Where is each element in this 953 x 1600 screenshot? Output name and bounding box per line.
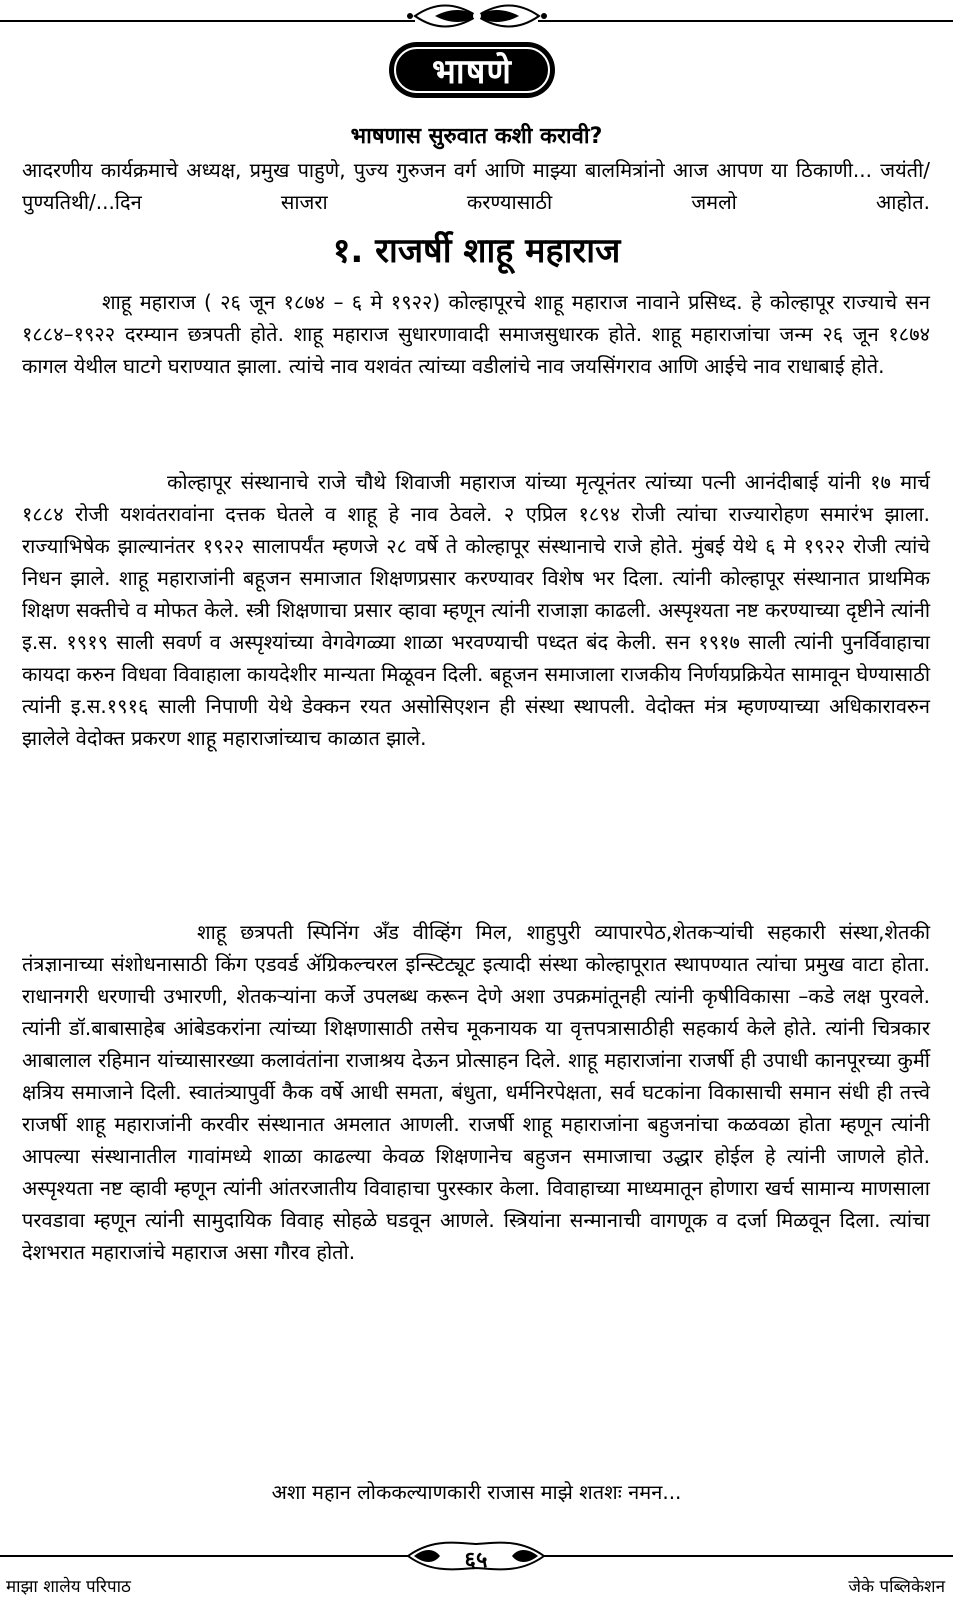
paragraph-2: कोल्हापूर संस्थानाचे राजे चौथे शिवाजी महाराज यांच्या मृत्यूनंतर त्यांच्या पत्नी आनंदीबाई यांनी १७ मार्च १८८४ रोजी यशवंतरावांना दत्तक घेतले व शाहू हे नाव ठेवले. २ एप्रिल १८९४ रोजी त्यांचा राज्यारोहण समारंभ झाला. राज्याभिषेक झाल्यानंतर १९२२ सालापर्यंत म्हणजे २८ वर्षे ते कोल्हापूर संस्थानाचे राजे होते. मुंबई येथे ६ मे १९२२ रोजी त्यांचे निधन झाले. शाहू महाराजांनी बहूजन समाजात शिक्षणप्रसार करण्यावर विशेष भर दिला. त्यांनी कोल्हापूर संस्थानात प्राथमिक शिक्षण सक्तीचे व मोफत केले. स्त्री शिक्षणाचा प्रसार व्हावा म्हणून त्यांनी राजाज्ञा काढली. अस्पृश्यता नष्ट करण्याच्या दृष्टीने त्यांनी इ.स. १९१९ साली सवर्ण व अस्पृश्यांच्या वेगवेगळ्या शाळा भरवण्याची पध्दत बंद केली. सन १९१७ साली त्यांनी पुनर्विवाहाचा कायदा करुन विधवा विवाहाला कायदेशीर मान्यता मिळूवन दिली. बहूजन समाजाला राजकीय निर्णयप्रक्रियेत सामावून घेण्यासाठी त्यांनी इ.स.१९१६ साली निपाणी येथे डेक्कन रयत असोसिएशन ही संस्था स्थापली. वेदोक्त मंत्र म्हणण्याच्या अधिकारावरुन झालेले वेदोक्त प्रकरण शाहू महाराजांच्याच काळात झाले.	[22, 470, 930, 750]
title-badge-label: भाषणे	[394, 47, 550, 93]
title-badge	[389, 42, 555, 98]
footer-book-title: माझा शालेय परिपाठ	[6, 1577, 131, 1597]
footer-publisher: जेके पब्लिकेशन	[848, 1577, 945, 1597]
subtitle: भाषणास सुरुवात कशी करावी?	[350, 124, 603, 149]
top-ornament-icon	[405, 0, 549, 32]
page-number: ६५	[464, 1548, 488, 1573]
intro-text: आदरणीय कार्यक्रमाचे अध्यक्ष, प्रमुख पाहुणे, पुज्य गुरुजन वर्ग आणि माझ्या बालमित्रांनो आज आपण या ठिकाणी... जयंती/ पुण्यतिथी/...दिन साजरा करण्यासाठी जमलो आहोत.	[22, 158, 930, 214]
bottom-divider	[0, 1540, 953, 1580]
closing-line: अशा महान लोककल्याणकारी राजास माझे शतशः नमन...	[271, 1480, 682, 1504]
paragraph-3: शाहू छत्रपती स्पिनिंग अँड वीव्हिंग मिल, शाहुपुरी व्यापारपेठ,शेतकऱ्यांची सहकारी संस्था,शेतकी तंत्रज्ञानाच्या संशोधनासाठी किंग एडवर्ड ॲग्रिकल्चरल इन्स्टिट्यूट इत्यादी संस्था कोल्हापूरात स्थापण्यात त्यांचा प्रमुख वाटा होता. राधानगरी धरणाची उभारणी, शेतकऱ्यांना कर्जे उपलब्ध करून देणे अशा उपक्रमांतूनही त्यांनी कृषीविकासा –कडे लक्ष पुरवले. त्यांनी डॉ.बाबासाहेब आंबेडकरांना त्यांच्या शिक्षणासाठी तसेच मूकनायक या वृत्तपत्रासाठीही सहकार्य केले होते. त्यांनी चित्रकार आबालाल रहिमान यांच्यासारख्या कलावंतांना राजाश्रय देऊन प्रोत्साहन दिले. शाहू महाराजांना राजर्षी ही उपाधी कानपूरच्या कुर्मी क्षत्रिय समाजाने दिली. स्वातंत्र्यापुर्वी कैक वर्षे आधी समता, बंधुता, धर्मनिरपेक्षता, सर्व घटकांना विकासाची समान संधी ही तत्त्वे राजर्षी शाहू महाराजांनी करवीर संस्थानात अमलात आणली. राजर्षी शाहू महाराजांना बहुजनांचा कळवळा होता म्हणून त्यांनी आपल्या संस्थानातील गावांमध्ये शाळा काढल्या केवळ शिक्षणानेच बहुजन समाजाचा उद्धार होईल हे त्यांनी जाणले होते. अस्पृश्यता नष्ट व्हावी म्हणून त्यांनी आंतरजातीय विवाहाचा पुरस्कार केला. विवाहाच्या माध्यमातून होणारा खर्च सामान्य माणसाला परवडावा म्हणून त्यांनी सामुदायिक विवाह सोहळे घडवून आणले. स्त्रियांना सन्मानाची वागणूक व दर्जा मिळवून दिला. त्यांचा देशभरात महाराजांचे महाराज असा गौरव होतो.	[22, 920, 930, 1264]
section-heading: १. राजर्षी शाहू महाराज	[332, 231, 621, 271]
paragraph-1: शाहू महाराज ( २६ जून १८७४ – ६ मे १९२२) कोल्हापूरचे शाहू महाराज नावाने प्रसिध्द. हे कोल्हापूर राज्याचे सन १८८४–१९२२ दरम्यान छत्रपती होते. शाहू महाराज सुधारणावादी समाजसुधारक होते. शाहू महाराजांचा जन्म २६ जून १८७४ कागल येथील घाटगे घराण्यात झाला. त्यांचे नाव यशवंत त्यांच्या वडीलांचे नाव जयसिंगराव आणि आईचे नाव राधाबाई होते.	[22, 290, 930, 378]
